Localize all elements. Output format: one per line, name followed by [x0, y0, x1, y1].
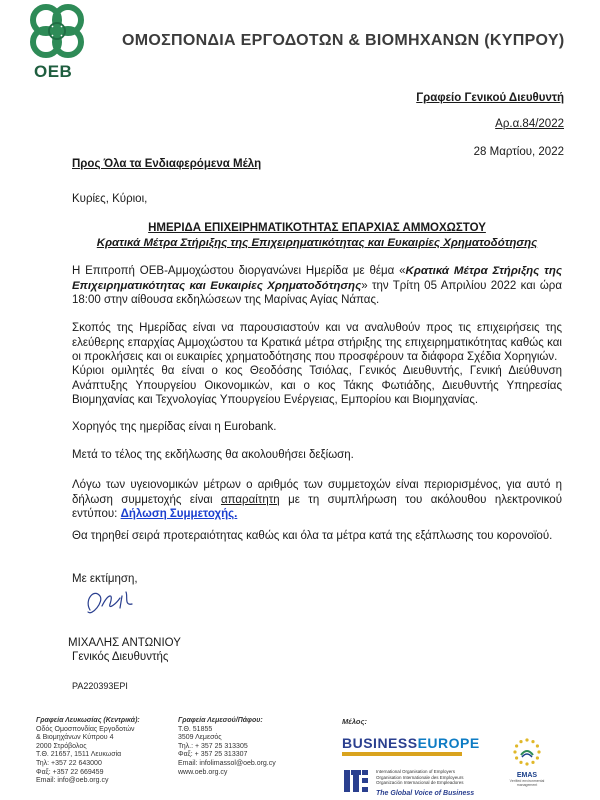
intro-text-a: Η Επιτροπή ΟΕΒ-Αμμοχώστου διοργανώνει Ημερίδα με θέμα « — [72, 265, 406, 277]
registration-text-a: Λόγω των υγειονομικών μέτρων ο αριθμός των συμμετοχών είναι περιορισμένος, για αυτό η δήλωση συμμετοχής είναι — [72, 479, 562, 506]
paragraph-reception: Μετά το τέλος της εκδήλωσης θα ακολουθήσει δεξίωση. — [72, 449, 354, 461]
office-line: Γραφείο Γενικού Διευθυντή — [416, 92, 564, 104]
businesseurope-logo — [342, 735, 480, 751]
registration-emphasis: απαραίτητη — [220, 493, 280, 506]
letterhead — [26, 0, 586, 80]
footer-line: Οδός Ομοσπονδίας Εργοδοτών — [36, 725, 135, 733]
oeb-logo — [26, 0, 88, 80]
logo-text: OEB — [34, 62, 73, 81]
footer-line: & Βιομηχάνων Κύπρου 4 — [36, 734, 114, 742]
ioe-line: Organisation Internationale des Employeurs — [376, 774, 464, 780]
footer-line: 2000 Στρόβολος — [36, 742, 87, 750]
footer-line: Τηλ.: + 357 25 313305 — [178, 742, 248, 750]
ioe-logo-icon — [342, 768, 370, 794]
event-title: ΗΜΕΡΙΔΑ ΕΠΙΧΕΙΡΗΜΑΤΙΚΟΤΗΤΑΣ ΕΠΑΡΧΙΑΣ ΑΜΜΟΧΩΣΤΟΥ — [148, 222, 486, 234]
footer-line: www.oeb.org.cy — [178, 768, 228, 776]
ioe-names — [376, 769, 476, 786]
footer-nicosia-address — [36, 717, 166, 786]
signer-title: Γενικός Διευθυντής — [72, 651, 169, 663]
emas-subtext: Verified environmental management — [509, 779, 545, 787]
paragraph-registration — [72, 478, 562, 522]
document-reference: PA220393EPI — [72, 681, 128, 691]
registration-text-c: με τη συμπλήρωση του ακόλουθου ηλεκτρονικού εντύπου: — [72, 493, 562, 520]
footer-line: Τ.Θ. 21657, 1511 Λευκωσία — [36, 751, 122, 759]
emas-logo — [506, 737, 548, 797]
reference-number: Αρ.α.84/2022 — [495, 118, 564, 130]
ioe-line: International Organisation of Employers — [376, 769, 456, 774]
paragraph-intro — [72, 264, 562, 308]
footer-line: 3509 Λεμεσός — [178, 734, 222, 742]
paragraph-speakers: Κύριοι ομιλητές θα είναι ο κος Θεοδόσης Τσιόλας, Γενικός Διευθυντής, Γενική Διεύθυνση Ανάπτυξης Υπουργείου Οικονομικών, και ο κος Τάκης Φωτιάδης, Διευθυντής Υπηρεσίας Βιομηχανίας και Τεχνολογίας Υπουργείου Ενέργειας, Εμπορίου και Βιομηχανίας. — [72, 365, 562, 406]
footer-line: Γραφεία Λευκωσίας (Κεντρικά): — [36, 717, 140, 724]
footer-line: Email: info@oeb.org.cy — [36, 777, 109, 785]
footer-line: Email: infolimassol@oeb.org.cy — [178, 759, 276, 767]
paragraph-measures: Θα τηρηθεί σειρά προτεραιότητας καθώς και όλα τα μέτρα κατά της εξάπλωσης του κορονοϊού. — [72, 530, 553, 542]
emas-label: EMAS — [516, 772, 538, 779]
businesseurope-bar — [342, 752, 462, 756]
intro-text-c: » την Τρίτη 05 Απριλίου 2022 και ώρα 18:00 στην αίθουσα εκδηλώσεων της Μαρίνας Αγίας Νάπας. — [72, 279, 562, 306]
signature-image — [80, 582, 140, 622]
footer-line: Φαξ: +357 22 669459 — [36, 768, 104, 776]
greeting: Κυρίες, Κύριοι, — [72, 193, 148, 205]
recipient-line: Προς Όλα τα Ενδιαφερόμενα Μέλη — [72, 158, 262, 170]
event-subtitle: Κρατικά Μέτρα Στήριξης της Επιχειρηματικότητας και Ευκαιρίες Χρηματοδότησης — [96, 237, 538, 249]
organization-name: ΟΜΟΣΠΟΝΔΙΑ ΕΡΓΟΔΟΤΩΝ & ΒΙΟΜΗΧΑΝΩΝ (ΚΥΠΡΟΥ) — [122, 32, 565, 49]
closing-line: Με εκτίμηση, — [72, 573, 138, 585]
eu-stars-icon — [512, 737, 542, 767]
footer-line: Τ.Θ. 51855 — [178, 725, 213, 733]
footer-limassol-address — [178, 717, 308, 777]
paragraph-sponsor: Χορηγός της ημερίδας είναι η Eurobank. — [72, 421, 277, 433]
intro-theme: Κρατικά Μέτρα Στήριξης της Επιχειρηματικότητας και Ευκαιρίες Χρηματοδότησης — [72, 265, 562, 292]
letter-date: 28 Μαρτίου, 2022 — [473, 146, 564, 158]
be-part1: BUSINESS — [342, 735, 418, 751]
oeb-knot-icon — [26, 0, 88, 62]
paragraph-purpose: Σκοπός της Ημερίδας είναι να παρουσιαστούν και να αναλυθούν προς τις επιχειρήσεις της ελεύθερης επαρχίας Αμμοχώστου τα Κρατικά μέτρα στήριξης της επιχειρηματικότητας καθώς και οι προκλήσεις και οι ευκαιρίες χρηματοδότησης που προσφέρουν τα διάφορα Σχέδια Χορηγιών. — [72, 322, 562, 363]
member-label: Μέλος: — [342, 717, 367, 726]
footer-line: Φαξ: + 357 25 313307 — [178, 751, 248, 759]
registration-form-link[interactable]: Δήλωση Συμμετοχής. — [120, 508, 238, 520]
ioe-line: Organización Internacional de Empleadores — [376, 780, 464, 785]
footer-line: Τηλ: +357 22 643000 — [36, 759, 102, 767]
be-part2: EUROPE — [417, 735, 480, 751]
footer-line: Γραφεία Λεμεσού/Πάφου: — [178, 717, 263, 724]
signer-name: ΜΙΧΑΛΗΣ ΑΝΤΩΝΙΟΥ — [68, 637, 181, 649]
ioe-slogan: The Global Voice of Business — [376, 790, 475, 797]
